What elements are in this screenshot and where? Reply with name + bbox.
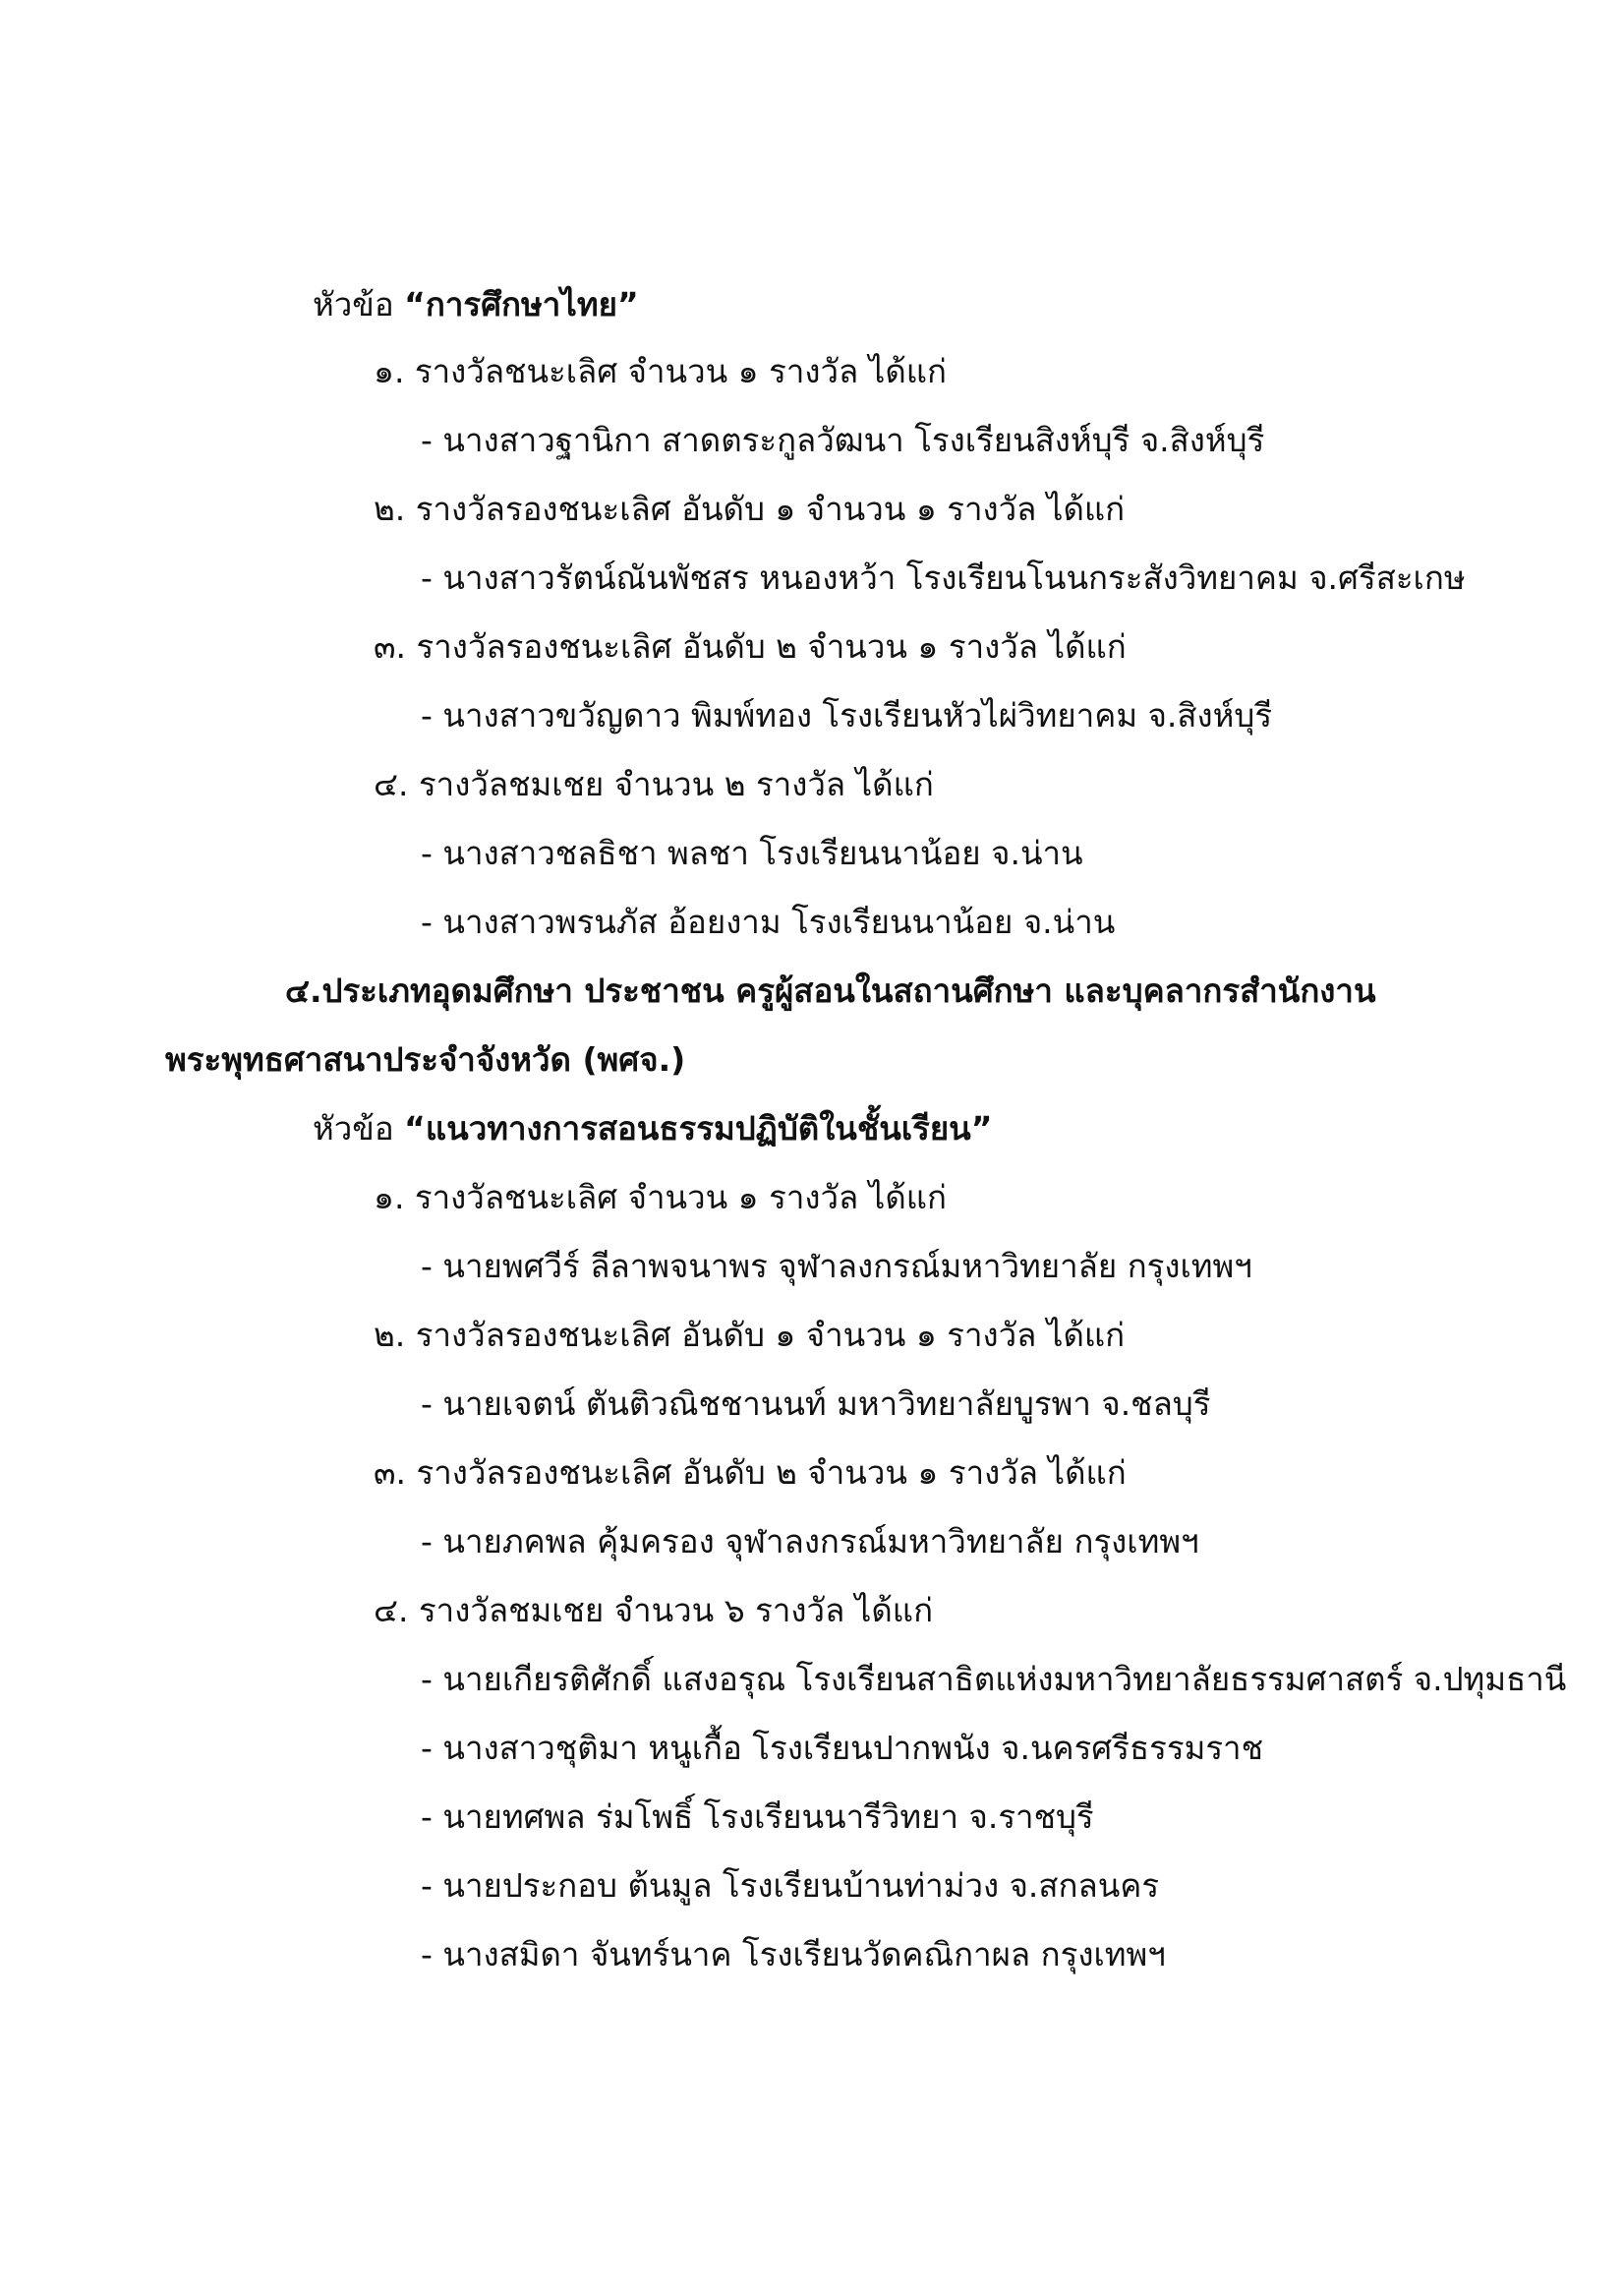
topic-close-quote: ” [617, 285, 639, 324]
winner-entry: - นางสาวพรนภัส อ้อยงาม โรงเรียนนาน้อย จ.น่าน [421, 903, 1116, 941]
winner-entry: - นางสาวรัตน์ณันพัชสร หนองหว้า โรงเรียนโนนกระสังวิทยาคม จ.ศรีสะเกษ [421, 559, 1466, 597]
winner-entry: - นางสาวขวัญดาว พิมพ์ทอง โรงเรียนหัวไผ่วิทยาคม จ.สิงห์บุรี [421, 696, 1273, 735]
category-heading-line1: ๔.ประเภทอุดมศึกษา ประชาชน ครูผู้สอนในสถานศึกษา และบุคลากรสำนักงาน [285, 971, 1376, 1010]
award-runner-up-1: ๒. รางวัลรองชนะเลิศ อันดับ ๑ จำนวน ๑ รางวัล ได้แก่ [374, 490, 1126, 528]
winner-entry: - นางสาวชลธิชา พลชา โรงเรียนนาน้อย จ.น่าน [421, 834, 1083, 872]
award-runner-up-2: ๓. รางวัลรองชนะเลิศ อันดับ ๒ จำนวน ๑ รางวัล ได้แก่ [374, 1453, 1127, 1492]
topic-open-quote: “ [404, 285, 426, 324]
winner-entry: - นายทศพล ร่มโพธิ์ โรงเรียนนารีวิทยา จ.ราชบุรี [421, 1797, 1094, 1836]
winner-entry: - นางสมิดา จันทร์นาค โรงเรียนวัดคณิกาผล กรุงเทพฯ [421, 1935, 1166, 1973]
award-runner-up-2: ๓. รางวัลรองชนะเลิศ อันดับ ๒ จำนวน ๑ รางวัล ได้แก่ [374, 627, 1127, 666]
topic-prefix: หัวข้อ [313, 285, 405, 324]
award-honorable-mention: ๔. รางวัลชมเชย จำนวน ๒ รางวัล ได้แก่ [374, 765, 934, 803]
topic-title: แนวทางการสอนธรรมปฏิบัติในชั้นเรียน [425, 1109, 971, 1148]
winner-entry: - นางสาวฐานิกา สาดตระกูลวัฒนา โรงเรียนสิงห์บุรี จ.สิงห์บุรี [421, 421, 1265, 459]
award-honorable-mention: ๔. รางวัลชมเชย จำนวน ๖ รางวัล ได้แก่ [374, 1591, 934, 1629]
winner-entry: - นายเกียรติศักดิ์ แสงอรุณ โรงเรียนสาธิตแห่งมหาวิทยาลัยธรรมศาสตร์ จ.ปทุมธานี [421, 1660, 1567, 1698]
topic-heading-dhamma-teaching [313, 1109, 992, 1148]
winner-entry: - นายเจตน์ ตันติวณิชชานนท์ มหาวิทยาลัยบูรพา จ.ชลบุรี [421, 1384, 1211, 1423]
award-first-prize: ๑. รางวัลชนะเลิศ จำนวน ๑ รางวัล ได้แก่ [374, 1178, 947, 1216]
winner-entry: - นายภคพล คุ้มครอง จุฬาลงกรณ์มหาวิทยาลัย กรุงเทพฯ [421, 1522, 1199, 1560]
winner-entry: - นายประกอบ ต้นมูล โรงเรียนบ้านท่าม่วง จ.สกลนคร [421, 1866, 1160, 1905]
topic-close-quote: ” [970, 1109, 993, 1148]
category-heading-line2: พระพุทธศาสนาประจำจังหวัด (พศจ.) [165, 1040, 686, 1079]
award-first-prize: ๑. รางวัลชนะเลิศ จำนวน ๑ รางวัล ได้แก่ [374, 352, 947, 390]
award-runner-up-1: ๒. รางวัลรองชนะเลิศ อันดับ ๑ จำนวน ๑ รางวัล ได้แก่ [374, 1316, 1126, 1354]
winner-entry: - นางสาวชุติมา หนูเกื้อ โรงเรียนปากพนัง จ.นครศรีธรรมราช [421, 1729, 1263, 1767]
topic-open-quote: “ [404, 1109, 426, 1148]
topic-title: การศึกษาไทย [425, 285, 617, 324]
topic-prefix: หัวข้อ [313, 1109, 405, 1148]
topic-heading-thai-education [313, 285, 639, 324]
winner-entry: - นายพศวีร์ ลีลาพจนาพร จุฬาลงกรณ์มหาวิทยาลัย กรุงเทพฯ [421, 1247, 1252, 1285]
